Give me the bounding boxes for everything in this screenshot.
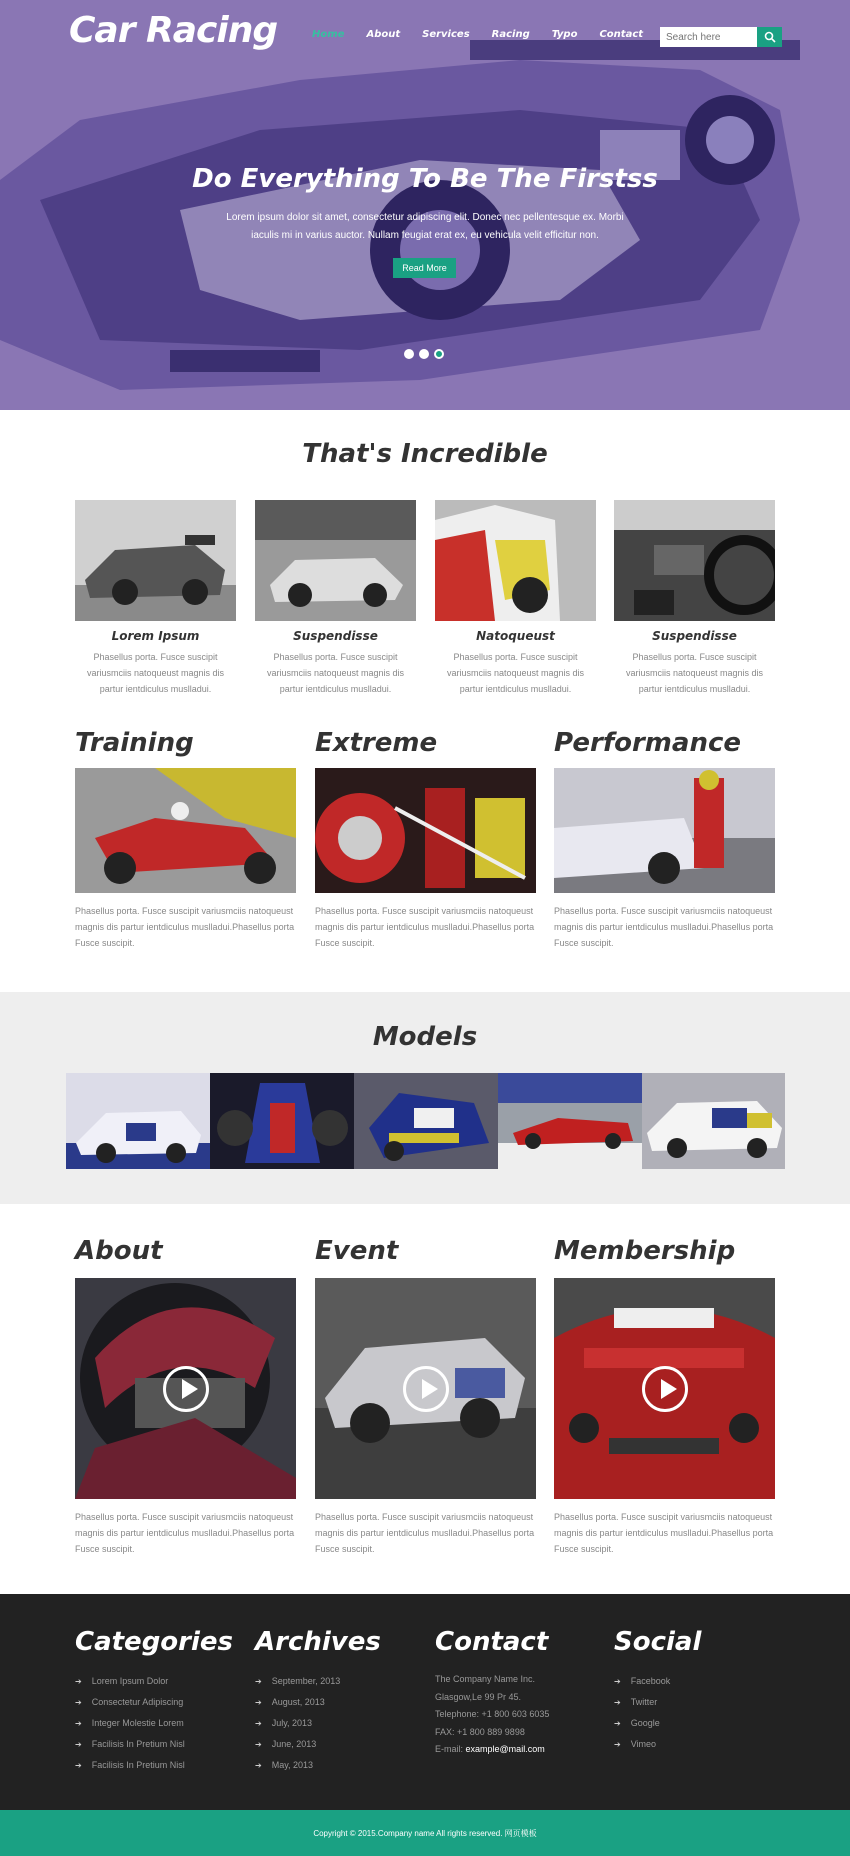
helmet-video-thumbnail[interactable]: [75, 1278, 296, 1499]
search-button[interactable]: [757, 27, 782, 47]
footer-social: [614, 1627, 784, 1755]
video-title: About: [75, 1236, 163, 1266]
incredible-card: [614, 500, 775, 697]
footer-link[interactable]: ➔ August, 2013: [255, 1692, 425, 1713]
race-car-photo: [75, 500, 236, 621]
hero-text: Lorem ipsum dolor sit amet, consectetur adipiscing elit. Donec nec pellentesque ex. Morbi iaculis mi in varius auctor. Nullam feugiat erat ex, eu vehicula velit efficitur non.: [226, 212, 624, 241]
hero-title: Do Everything To Be The Firstss: [192, 164, 658, 194]
video-title: Membership: [554, 1236, 736, 1266]
footer-heading: Contact: [435, 1627, 549, 1657]
incredible-card: [435, 500, 596, 697]
card-title: Natoqueust: [476, 629, 555, 643]
video-text: Phasellus porta. Fusce suscipit variusmciis natoqueust magnis dis partur ientdiculus muslladui.Phasellus porta Fusce suscipit.: [75, 1512, 295, 1554]
search-icon: [764, 31, 776, 43]
footer-link[interactable]: ➔ June, 2013: [255, 1734, 425, 1755]
models-carousel[interactable]: [66, 1073, 785, 1169]
contact-line: The Company Name Inc.: [435, 1674, 536, 1684]
footer-link[interactable]: ➔ September, 2013: [255, 1671, 425, 1692]
nav-typo[interactable]: Typo: [551, 29, 578, 40]
video-text: Phasellus porta. Fusce suscipit variusmciis natoqueust magnis dis partur ientdiculus muslladui.Phasellus porta Fusce suscipit.: [554, 1512, 774, 1554]
incredible-title: That's Incredible: [302, 439, 548, 469]
nav-contact[interactable]: Contact: [599, 29, 644, 40]
stock-car-video-thumbnail[interactable]: [554, 1278, 775, 1499]
contact-line: Glasgow,Le 99 Pr 45.: [435, 1691, 522, 1702]
card-text: Phasellus porta. Fusce suscipit variusmciis natoqueust magnis dis partur ientdiculus muslladui.: [446, 652, 585, 694]
nav-about[interactable]: About: [366, 29, 401, 40]
footer-contact: [435, 1627, 605, 1759]
play-icon[interactable]: [642, 1366, 688, 1412]
play-icon[interactable]: [403, 1366, 449, 1412]
main-nav: [312, 29, 643, 40]
contact-line: Telephone: +1 800 603 6035: [435, 1709, 550, 1719]
rally-car-video-thumbnail[interactable]: [315, 1278, 536, 1499]
model-car-photo[interactable]: [66, 1073, 210, 1169]
car-interior-photo: [614, 500, 775, 621]
card-title: Suspendisse: [293, 629, 378, 643]
incredible-card: [255, 500, 416, 697]
contact-line: FAX: +1 800 889 9898: [435, 1726, 525, 1737]
nav-home[interactable]: Home: [312, 29, 345, 40]
video-membership: [554, 1236, 775, 1557]
footer-link[interactable]: ➔ Facilisis In Pretium Nisl: [75, 1734, 245, 1755]
footer-link[interactable]: ➔ Lorem Ipsum Dolor: [75, 1671, 245, 1692]
copyright-bar: Copyright © 2015.Company name All rights reserved. 网页模板: [0, 1810, 850, 1856]
feature-title: Training: [75, 728, 194, 758]
social-twitter-link[interactable]: ➔ Twitter: [614, 1692, 784, 1713]
feature-title: Performance: [554, 728, 742, 758]
footer-archives: [255, 1627, 425, 1776]
model-car-photo[interactable]: [498, 1073, 642, 1169]
feature-title: Extreme: [315, 728, 438, 758]
social-vimeo-link[interactable]: ➔ Vimeo: [614, 1734, 784, 1755]
feature-text: Phasellus porta. Fusce suscipit variusmciis natoqueust magnis dis partur ientdiculus muslladui.Phasellus porta Fusce suscipit.: [554, 906, 774, 948]
feature-text: Phasellus porta. Fusce suscipit variusmciis natoqueust magnis dis partur ientdiculus muslladui.Phasellus porta Fusce suscipit.: [315, 906, 535, 948]
card-text: Phasellus porta. Fusce suscipit variusmciis natoqueust magnis dis partur ientdiculus muslladui.: [266, 652, 405, 694]
card-text: Phasellus porta. Fusce suscipit variusmciis natoqueust magnis dis partur ientdiculus muslladui.: [625, 652, 764, 694]
feature-extreme: [315, 728, 536, 951]
footer-link[interactable]: ➔ Facilisis In Pretium Nisl: [75, 1755, 245, 1776]
model-car-photo[interactable]: [642, 1073, 785, 1169]
incredible-card: [75, 500, 236, 697]
race-car-photo: [255, 500, 416, 621]
footer-link[interactable]: ➔ Consectetur Adipiscing: [75, 1692, 245, 1713]
footer-link[interactable]: ➔ Integer Molestie Lorem: [75, 1713, 245, 1734]
card-text: Phasellus porta. Fusce suscipit variusmciis natoqueust magnis dis partur ientdiculus muslladui.: [86, 652, 225, 694]
footer-heading: Categories: [75, 1627, 234, 1657]
model-car-photo[interactable]: [354, 1073, 498, 1169]
footer-link[interactable]: ➔ July, 2013: [255, 1713, 425, 1734]
model-car-photo[interactable]: [210, 1073, 354, 1169]
video-title: Event: [315, 1236, 399, 1266]
slider-dot-1[interactable]: [404, 349, 414, 359]
footer-heading: Archives: [255, 1627, 381, 1657]
feature-training: [75, 728, 296, 951]
footer-link[interactable]: ➔ May, 2013: [255, 1755, 425, 1776]
race-wheel-photo: [315, 768, 536, 893]
email-label: E-mail:: [435, 1744, 464, 1754]
nav-services[interactable]: Services: [422, 29, 470, 40]
video-event: [315, 1236, 536, 1557]
nav-racing[interactable]: Racing: [491, 29, 530, 40]
slider-dot-3-active[interactable]: [434, 349, 444, 359]
feature-text: Phasellus porta. Fusce suscipit variusmciis natoqueust magnis dis partur ientdiculus muslladui.Phasellus porta Fusce suscipit.: [75, 906, 295, 948]
hero-banner: [0, 0, 850, 410]
contact-email-row: [435, 1741, 605, 1759]
social-facebook-link[interactable]: ➔ Facebook: [614, 1671, 784, 1692]
footer-categories: [75, 1627, 245, 1776]
site-logo[interactable]: Car Racing: [69, 10, 278, 51]
pit-crew-photo: [554, 768, 775, 893]
slider-dot-2[interactable]: [419, 349, 429, 359]
social-google-link[interactable]: ➔ Google: [614, 1713, 784, 1734]
card-title: Suspendisse: [652, 629, 737, 643]
race-car-photo: [435, 500, 596, 621]
footer-heading: Social: [614, 1627, 702, 1657]
models-title: Models: [372, 1022, 478, 1052]
video-about: [75, 1236, 296, 1557]
card-title: Lorem Ipsum: [111, 629, 200, 643]
feature-performance: [554, 728, 775, 951]
email-link[interactable]: example@mail.com: [465, 1744, 545, 1754]
read-more-button[interactable]: Read More: [393, 258, 456, 278]
video-text: Phasellus porta. Fusce suscipit variusmciis natoqueust magnis dis partur ientdiculus muslladui.Phasellus porta Fusce suscipit.: [315, 1512, 535, 1554]
search-input[interactable]: [660, 27, 757, 47]
play-icon[interactable]: [163, 1366, 209, 1412]
formula-car-photo: [75, 768, 296, 893]
